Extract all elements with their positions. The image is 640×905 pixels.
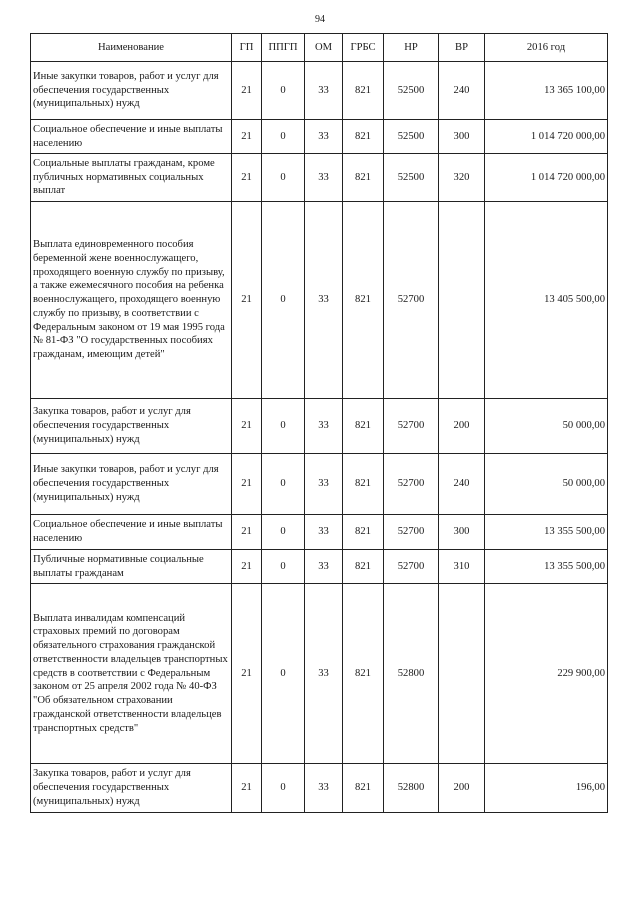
header-amount-2016: 2016 год	[485, 34, 608, 62]
row-om: 33	[305, 764, 343, 813]
row-gp: 21	[232, 584, 262, 764]
row-amount: 50 000,00	[485, 454, 608, 515]
row-om: 33	[305, 399, 343, 454]
budget-table	[30, 33, 608, 813]
table-row	[31, 202, 608, 399]
row-vr: 300	[439, 515, 485, 550]
row-ppgp: 0	[262, 584, 305, 764]
row-gp: 21	[232, 202, 262, 399]
row-vr	[439, 202, 485, 399]
page-number: 94	[315, 14, 325, 25]
header-grbs: ГРБС	[343, 34, 384, 62]
row-ppgp: 0	[262, 764, 305, 813]
table-header-row	[31, 34, 608, 62]
row-grbs: 821	[343, 515, 384, 550]
row-grbs: 821	[343, 154, 384, 202]
row-vr: 240	[439, 454, 485, 515]
row-grbs: 821	[343, 202, 384, 399]
header-nr: НР	[384, 34, 439, 62]
row-gp: 21	[232, 515, 262, 550]
row-amount: 1 014 720 000,00	[485, 154, 608, 202]
row-nr: 52800	[384, 584, 439, 764]
row-om: 33	[305, 454, 343, 515]
row-name: Публичные нормативные социальные выплаты гражданам	[31, 550, 232, 584]
table-row	[31, 154, 608, 202]
row-om: 33	[305, 515, 343, 550]
row-ppgp: 0	[262, 399, 305, 454]
row-vr: 310	[439, 550, 485, 584]
row-name: Выплата инвалидам компенсаций страховых премий по договорам обязательного страхования гражданской ответственности владельцев транспортных средств в соответствии с Федеральным законом от 25 апреля 2002 года № 40-ФЗ "Об обязательном страховании гражданской ответственности владельцев транспортных средств"	[31, 584, 232, 764]
table-row	[31, 515, 608, 550]
row-grbs: 821	[343, 550, 384, 584]
row-grbs: 821	[343, 584, 384, 764]
row-grbs: 821	[343, 764, 384, 813]
row-om: 33	[305, 120, 343, 154]
row-om: 33	[305, 154, 343, 202]
row-nr: 52700	[384, 202, 439, 399]
row-ppgp: 0	[262, 154, 305, 202]
row-vr: 200	[439, 764, 485, 813]
table-row	[31, 550, 608, 584]
row-gp: 21	[232, 62, 262, 120]
row-vr: 300	[439, 120, 485, 154]
row-amount: 229 900,00	[485, 584, 608, 764]
row-ppgp: 0	[262, 454, 305, 515]
table-row	[31, 120, 608, 154]
row-nr: 52500	[384, 120, 439, 154]
row-name: Социальное обеспечение и иные выплаты населению	[31, 515, 232, 550]
row-nr: 52700	[384, 399, 439, 454]
row-name: Иные закупки товаров, работ и услуг для обеспечения государственных (муниципальных) нужд	[31, 62, 232, 120]
row-gp: 21	[232, 454, 262, 515]
row-grbs: 821	[343, 62, 384, 120]
header-gp: ГП	[232, 34, 262, 62]
row-amount: 13 355 500,00	[485, 515, 608, 550]
header-ppgp: ППГП	[262, 34, 305, 62]
row-nr: 52700	[384, 550, 439, 584]
row-gp: 21	[232, 550, 262, 584]
row-gp: 21	[232, 764, 262, 813]
row-ppgp: 0	[262, 550, 305, 584]
row-nr: 52700	[384, 454, 439, 515]
header-vr: ВР	[439, 34, 485, 62]
row-grbs: 821	[343, 120, 384, 154]
row-amount: 1 014 720 000,00	[485, 120, 608, 154]
row-gp: 21	[232, 120, 262, 154]
row-nr: 52500	[384, 154, 439, 202]
row-amount: 13 365 100,00	[485, 62, 608, 120]
row-om: 33	[305, 550, 343, 584]
table-row	[31, 584, 608, 764]
row-name: Закупка товаров, работ и услуг для обеспечения государственных (муниципальных) нужд	[31, 764, 232, 813]
row-gp: 21	[232, 154, 262, 202]
table-row	[31, 62, 608, 120]
row-ppgp: 0	[262, 202, 305, 399]
row-vr: 320	[439, 154, 485, 202]
header-om: ОМ	[305, 34, 343, 62]
table-row	[31, 764, 608, 813]
row-nr: 52700	[384, 515, 439, 550]
row-nr: 52800	[384, 764, 439, 813]
row-om: 33	[305, 584, 343, 764]
row-gp: 21	[232, 399, 262, 454]
row-grbs: 821	[343, 399, 384, 454]
row-ppgp: 0	[262, 62, 305, 120]
row-amount: 196,00	[485, 764, 608, 813]
row-name: Закупка товаров, работ и услуг для обеспечения государственных (муниципальных) нужд	[31, 399, 232, 454]
row-amount: 50 000,00	[485, 399, 608, 454]
row-vr	[439, 584, 485, 764]
row-vr: 240	[439, 62, 485, 120]
table-row	[31, 454, 608, 515]
table-row	[31, 399, 608, 454]
row-ppgp: 0	[262, 120, 305, 154]
row-name: Социальные выплаты гражданам, кроме публичных нормативных социальных выплат	[31, 154, 232, 202]
row-name: Иные закупки товаров, работ и услуг для обеспечения государственных (муниципальных) нужд	[31, 454, 232, 515]
row-nr: 52500	[384, 62, 439, 120]
row-om: 33	[305, 202, 343, 399]
row-om: 33	[305, 62, 343, 120]
header-name: Наименование	[31, 34, 232, 62]
row-name: Социальное обеспечение и иные выплаты населению	[31, 120, 232, 154]
row-amount: 13 405 500,00	[485, 202, 608, 399]
row-amount: 13 355 500,00	[485, 550, 608, 584]
row-name: Выплата единовременного пособия беременной жене военнослужащего, проходящего военную службу по призыву, а также ежемесячного пособия на ребенка военнослужащего, проходящего военную службу по призыву, в соответствии с Федеральным законом от 19 мая 1995 года № 81-ФЗ "О государственных пособиях гражданам, имеющим детей"	[31, 202, 232, 399]
row-ppgp: 0	[262, 515, 305, 550]
row-vr: 200	[439, 399, 485, 454]
row-grbs: 821	[343, 454, 384, 515]
